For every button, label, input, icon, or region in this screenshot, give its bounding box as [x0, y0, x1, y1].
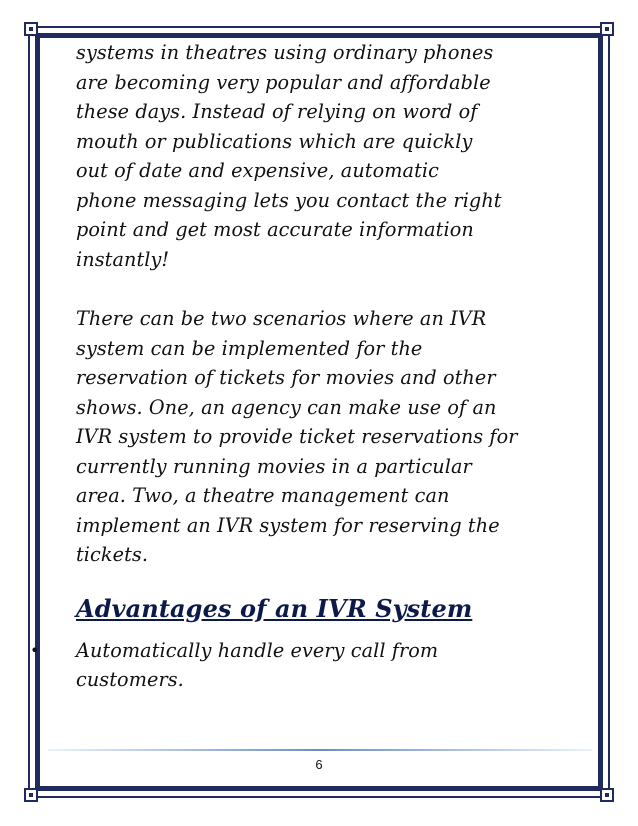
list-item [30, 636, 596, 695]
page-content [30, 38, 596, 695]
corner-ornament-top-left [24, 22, 38, 36]
advantages-list [30, 636, 596, 695]
text-line: customers. [76, 668, 184, 691]
text-line: these days. Instead of relying on word of [76, 100, 478, 123]
bullet-icon: • [30, 640, 40, 660]
paragraph-ivr-intro [76, 38, 596, 274]
text-line: phone messaging lets you contact the right [76, 188, 502, 212]
text-line: currently running movies in a particular [76, 454, 472, 478]
text-line: shows. One, an agency can make use of an [76, 395, 497, 419]
text-line: mouth or publications which are quickly [76, 129, 473, 153]
page-number: 6 [315, 757, 323, 772]
text-line: reservation of tickets for movies and other [76, 366, 496, 389]
text-line: instantly! [76, 247, 170, 271]
corner-ornament-top-right [600, 22, 614, 36]
text-line: area. Two, a theatre management can [76, 484, 450, 507]
text-line: out of date and expensive, automatic [76, 159, 439, 182]
paragraph-scenarios [76, 304, 596, 570]
text-line: There can be two scenarios where an IVR [76, 307, 487, 330]
text-line: are becoming very popular and affordable [76, 70, 491, 94]
footer-divider [48, 749, 592, 751]
text-line: tickets. [76, 543, 149, 566]
text-line: IVR system to provide ticket reservations for [76, 425, 518, 448]
text-line: systems in theatres using ordinary phones [76, 41, 494, 64]
text-line: Automatically handle every call from [76, 638, 439, 662]
text-line: system can be implemented for the [76, 336, 423, 360]
corner-ornament-bottom-right [600, 788, 614, 802]
paragraph-spacer [76, 274, 596, 304]
text-line: implement an IVR system for reserving the [76, 513, 500, 537]
text-line: point and get most accurate information [76, 218, 474, 241]
section-heading-advantages: Advantages of an IVR System [76, 593, 473, 623]
corner-ornament-bottom-left [24, 788, 38, 802]
